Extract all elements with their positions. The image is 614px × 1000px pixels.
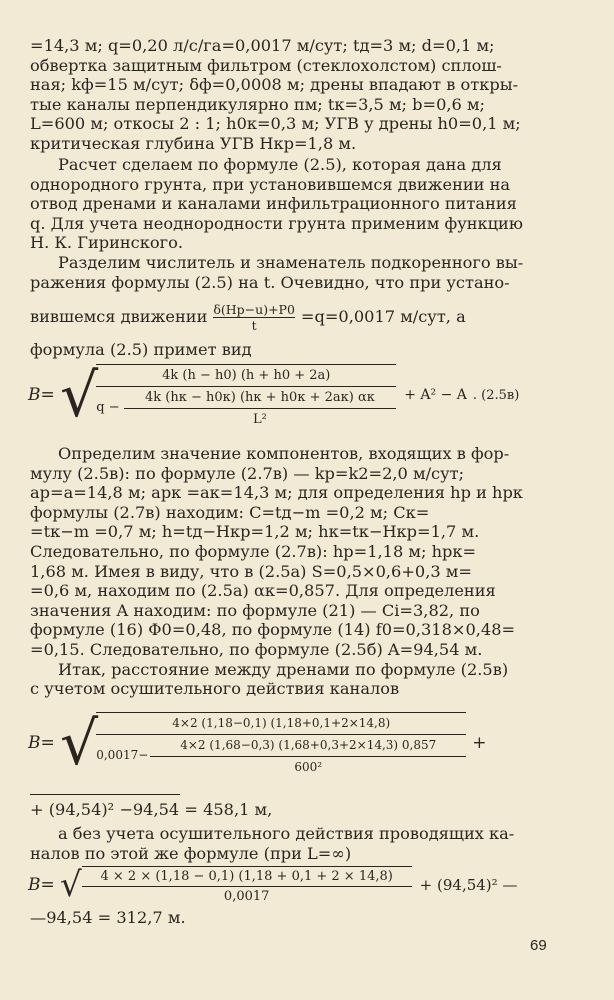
text-line: а без учета осушительного действия проводящих ка- — [58, 824, 515, 843]
text-line: Н. К. Гиринского. — [30, 233, 183, 253]
text-line: =tк−m =0,7 м; h=tд−Hкр=1,2 м; hк=tк−Hкр=1,7 м. — [30, 522, 480, 542]
inner-denominator: L² — [124, 408, 397, 427]
inner-numerator: 4k (hк − h0к) (hк + h0к + 2aк) αк — [144, 390, 375, 405]
den-q: q − — [96, 399, 120, 415]
formula-tail: + — [472, 733, 487, 753]
paragraph-components — [30, 444, 582, 699]
paragraph-data-list — [30, 36, 582, 154]
text-line: мулу (2.5в): по формуле (2.7в) — kр=k2=2,0 м/сут; — [30, 463, 465, 483]
radicand-numerator: 4×2 (1,18−0,1) (1,18+0,1+2×14,8) — [172, 716, 391, 730]
formula-numeric-with-canals — [28, 708, 588, 779]
text-line: q. Для учета неоднородности грунта применим функцию — [30, 213, 523, 233]
text-line: =14,3 м; q=0,20 л/с/га=0,0017 м/сут; tд=3 м; d=0,1 м; — [30, 36, 495, 55]
radicand — [82, 866, 412, 904]
text-line: =0,6 м, находим по (2.5а) αк=0,857. Для определения — [30, 581, 496, 601]
motion-left-text: вившемся движении — [30, 307, 208, 327]
formula-tail: + A² − A — [404, 387, 467, 403]
inner-fraction — [150, 735, 466, 775]
text-line: однородного грунта, при установившемся движении на — [30, 174, 511, 194]
paragraph-calculation — [30, 155, 582, 292]
text-line: aр=a=14,8 м; aрк =aк=14,3 м; для определения hр и hрк — [30, 483, 523, 503]
inline-fraction — [213, 302, 295, 333]
text-line: Определим значение компонентов, входящих в фор- — [58, 444, 510, 463]
radical-sign-icon: √ — [60, 865, 82, 905]
text-line: ная; kф=15 м/сут; δф=0,0008 м; дрены впадают в откры- — [30, 75, 519, 95]
text-line: Разделим числитель и знаменатель подкоренного вы- — [58, 252, 524, 272]
radicand — [96, 364, 396, 427]
formula-2-5v — [28, 360, 588, 431]
formula-lhs: B= — [28, 733, 55, 753]
motion-line — [30, 298, 582, 336]
radical-sign-icon: √ — [60, 360, 99, 431]
text-line: формулы (2.7в) находим: C=tд−m =0,2 м; Cк= — [30, 502, 430, 522]
radicand-denominator — [96, 734, 466, 775]
radicand-denominator — [96, 386, 396, 427]
fraction-denominator: t — [213, 317, 295, 333]
formula-label: . (2.5в) — [472, 388, 520, 403]
result-line-1 — [30, 800, 582, 820]
page-number: 69 — [530, 937, 547, 954]
text-line: налов по этой же формуле (при L=∞) — [30, 843, 352, 863]
inner-denominator: 600² — [150, 756, 466, 775]
text-line: критическая глубина УГВ Hкр=1,8 м. — [30, 133, 357, 153]
text-line: + (94,54)² −94,54 = 458,1 м, — [30, 800, 273, 819]
formula-lhs: B= — [28, 874, 55, 895]
text-line: тые каналы перпендикулярно пм; tк=3,5 м; b=0,6 м; — [30, 94, 486, 114]
radicand-denominator: 0,0017 — [82, 886, 412, 904]
text-line: формуле (16) Φ0=0,48, по формуле (14) f0=0,318×0,48= — [30, 620, 516, 640]
text-line: L=600 м; откосы 2 : 1; h0к=0,3 м; УГВ у дрены h0=0,1 м; — [30, 114, 521, 134]
formula-tail: + (94,54)² — — [419, 875, 518, 894]
text-line: значения A находим: по формуле (21) — Ci=3,82, по — [30, 600, 480, 620]
text-line: Следовательно, по формуле (2.7в): hр=1,18 м; hрк= — [30, 541, 477, 561]
result-line-2 — [30, 908, 582, 928]
text-line: обвертка защитным фильтром (стеклохолстом) сплош- — [30, 55, 502, 75]
text-line: —94,54 = 312,7 м. — [30, 908, 186, 927]
fraction-numerator: δ(Hр−u)+P0 — [213, 301, 295, 317]
text-line: отвод дренами и каналами инфильтрационного питания — [30, 194, 517, 214]
text-line: Итак, расстояние между дренами по формуле (2.5в) — [58, 659, 509, 679]
formula-intro — [30, 340, 582, 360]
radicand-numerator: 4k (h − h0) (h + h0 + 2a) — [162, 368, 331, 383]
inner-numerator: 4×2 (1,68−0,3) (1,68+0,3+2×14,3) 0,857 — [180, 738, 437, 752]
radicand — [96, 712, 466, 775]
motion-right-text: =q=0,0017 м/сут, а — [300, 307, 466, 327]
den-q: 0,0017− — [96, 747, 149, 762]
text-line: формула (2.5) примет вид — [30, 340, 252, 359]
paragraph-without-canals — [30, 824, 582, 863]
text-line: =0,15. Следовательно, по формуле (2.5б) A=94,54 м. — [30, 639, 483, 659]
inner-fraction — [124, 387, 397, 427]
text-line: 1,68 м. Имея в виду, что в (2.5а) S=0,5×0,6+0,3 м= — [30, 561, 472, 581]
continuation-bar — [30, 794, 180, 815]
formula-lhs: B= — [28, 385, 55, 405]
text-line: с учетом осушительного действия каналов — [30, 679, 400, 699]
formula-numeric-without-canals — [28, 866, 588, 904]
text-line: ражения формулы (2.5) на t. Очевидно, что при устано- — [30, 272, 510, 292]
radicand-numerator: 4 × 2 × (1,18 − 0,1) (1,18 + 0,1 + 2 × 14,8) — [100, 869, 393, 884]
radical-sign-icon: √ — [60, 708, 99, 779]
text-line: Расчет сделаем по формуле (2.5), которая дана для — [58, 155, 502, 174]
